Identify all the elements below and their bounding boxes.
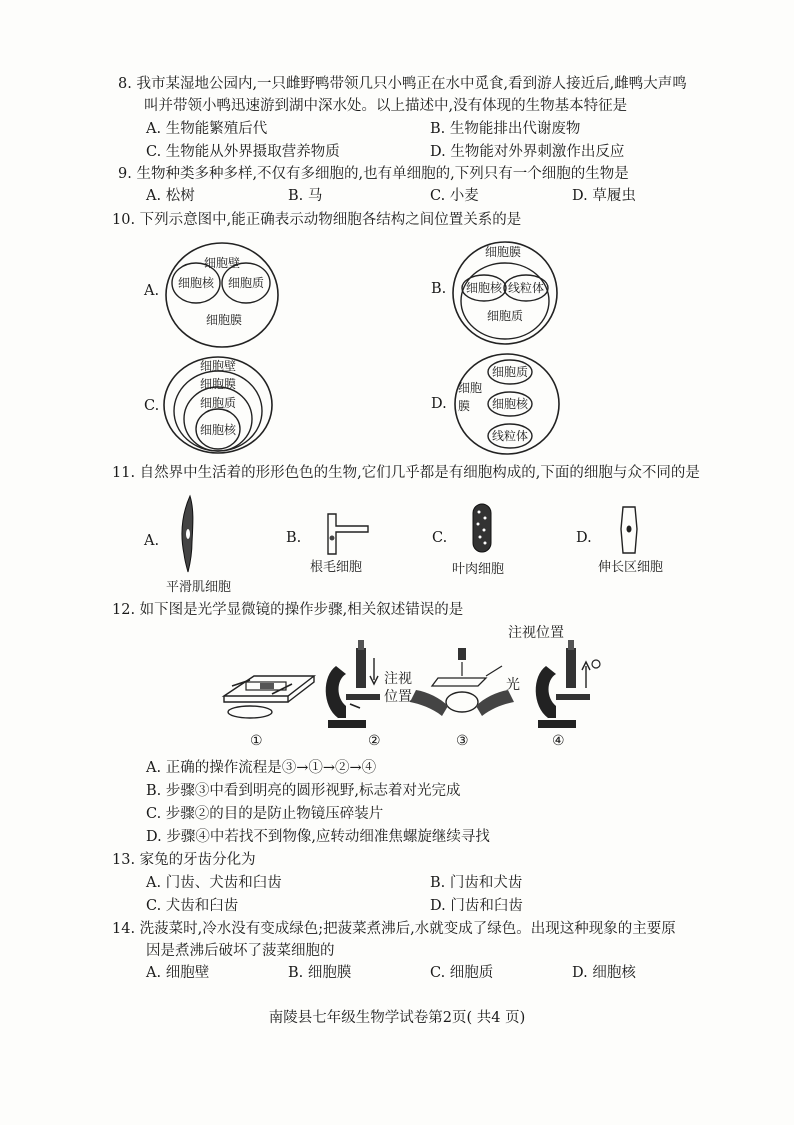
q14-option-b: B. 细胞膜: [288, 965, 352, 981]
q12-step4-drawing: [536, 640, 600, 728]
q10d-top-label: 细胞质: [491, 365, 529, 379]
q9-stem: 9. 生物种类多种多样,不仅有多细胞的,也有单细胞的,下列只有一个细胞的生物是: [118, 166, 629, 182]
q10-diagram-a: [162, 240, 282, 350]
q11-mesophyll-cell-drawing: [470, 502, 494, 554]
q13-option-c: C. 犬齿和臼齿: [146, 898, 239, 914]
q11-letter-a: A.: [144, 533, 160, 549]
q10d-side-label-1: 细胞: [458, 381, 483, 395]
q10a-bottom-label: 细胞膜: [205, 313, 243, 327]
q12-step-2-number: ②: [368, 733, 381, 749]
q12-option-d: D. 步骤④中若找不到物像,应转动细准焦螺旋继续寻找: [146, 829, 490, 845]
q13-stem: 13. 家兔的牙齿分化为: [112, 852, 256, 868]
q10a-right-label: 细胞质: [227, 276, 265, 290]
q14-option-c: C. 细胞质: [430, 965, 494, 981]
q11-smooth-muscle-cell-drawing: [176, 494, 202, 574]
q10b-top-label: 细胞膜: [484, 245, 522, 259]
q12-watch-label-1: 注视: [384, 671, 412, 687]
q10d-mid-label: 细胞核: [491, 397, 529, 411]
q9-option-b: B. 马: [288, 188, 323, 204]
q10b-right-label: 线粒体: [507, 281, 545, 295]
q8-stem-line1: 8. 我市某湿地公园内,一只雌野鸭带领几只小鸭正在水中觅食,看到游人接近后,雌鸭大声鸣: [118, 76, 687, 92]
q8-option-d: D. 生物能对外界刺激作出反应: [430, 144, 625, 160]
q12-step1-drawing: [224, 676, 314, 718]
q10a-outer-label: 细胞壁: [203, 256, 241, 270]
q14-stem-line1: 14. 洗菠菜时,冷水没有变成绿色;把菠菜煮沸后,水就变成了绿色。出现这种现象的主要原: [112, 921, 676, 937]
q10d-bottom-label: 线粒体: [491, 429, 529, 443]
q10-stem: 10. 下列示意图中,能正确表示动物细胞各结构之间位置关系的是: [112, 212, 522, 228]
q12-stem: 12. 如下图是光学显微镜的操作步骤,相关叙述错误的是: [112, 602, 464, 618]
q11-letter-c: C.: [432, 530, 448, 546]
q12-step3-drawing: [410, 648, 514, 716]
q8-option-b: B. 生物能排出代谢废物: [430, 121, 581, 137]
page-footer: 南陵县七年级生物学试卷第2页( 共4 页): [268, 1010, 526, 1026]
q10a-left-label: 细胞核: [177, 276, 215, 290]
q9-option-a: A. 松树: [146, 188, 195, 204]
q10b-left-label: 细胞核: [465, 281, 503, 295]
q11-letter-b: B.: [286, 530, 302, 546]
q10-diagram-c: [162, 355, 277, 455]
q10d-side-label-2: 膜: [458, 399, 471, 413]
q10-letter-b: B.: [431, 281, 447, 297]
q12-light-label: 光: [506, 677, 520, 693]
q10-letter-c: C.: [144, 398, 160, 414]
q12-option-a: A. 正确的操作流程是③→①→②→④: [146, 760, 377, 776]
q14-option-d: D. 细胞核: [572, 965, 636, 981]
q12-option-c: C. 步骤②的目的是防止物镜压碎装片: [146, 806, 384, 822]
q12-step-3-number: ③: [456, 733, 469, 749]
q12-step-4-number: ④: [552, 733, 565, 749]
q12-watch-position-top: 注视位置: [508, 625, 564, 641]
q10-letter-a: A.: [144, 283, 160, 299]
q10c-layer3-label: 细胞质: [199, 396, 237, 410]
q11-elongation-zone-cell-drawing: [617, 505, 641, 555]
q13-option-a: A. 门齿、犬齿和臼齿: [146, 875, 282, 891]
q14-option-a: A. 细胞壁: [146, 965, 210, 981]
q11-root-hair-cell-drawing: [324, 508, 374, 558]
q11-caption-a: 平滑肌细胞: [166, 580, 232, 595]
q10c-layer4-label: 细胞核: [199, 423, 237, 437]
q10-diagram-d: [452, 352, 562, 457]
q10b-bottom-label: 细胞质: [486, 309, 524, 323]
q9-option-d: D. 草履虫: [572, 188, 636, 204]
q10-letter-d: D.: [431, 396, 447, 412]
q8-option-c: C. 生物能从外界摄取营养物质: [146, 144, 340, 160]
q8-stem-line2: 叫并带领小鸭迅速游到湖中深水处。以上描述中,没有体现的生物基本特征是: [144, 98, 628, 114]
q11-caption-d: 伸长区细胞: [598, 560, 664, 575]
q12-watch-label-2: 位置: [384, 689, 412, 705]
q13-option-b: B. 门齿和犬齿: [430, 875, 523, 891]
q12-step2-drawing: [326, 640, 380, 728]
q13-option-d: D. 门齿和臼齿: [430, 898, 523, 914]
q11-caption-b: 根毛细胞: [310, 560, 363, 575]
q11-letter-d: D.: [576, 530, 592, 546]
q12-option-b: B. 步骤③中看到明亮的圆形视野,标志着对光完成: [146, 783, 461, 799]
q12-step-1-number: ①: [250, 733, 263, 749]
q14-stem-line2: 因是煮沸后破坏了菠菜细胞的: [146, 943, 335, 959]
q10c-layer1-label: 细胞壁: [199, 359, 237, 373]
q11-stem: 11. 自然界中生活着的形形色色的生物,它们几乎都是有细胞构成的,下面的细胞与众不同的是: [112, 465, 700, 481]
q9-option-c: C. 小麦: [430, 188, 479, 204]
q10c-layer2-label: 细胞膜: [199, 377, 237, 391]
q8-option-a: A. 生物能繁殖后代: [146, 121, 268, 137]
q10-diagram-b: [450, 238, 560, 348]
q11-caption-c: 叶肉细胞: [452, 562, 505, 577]
